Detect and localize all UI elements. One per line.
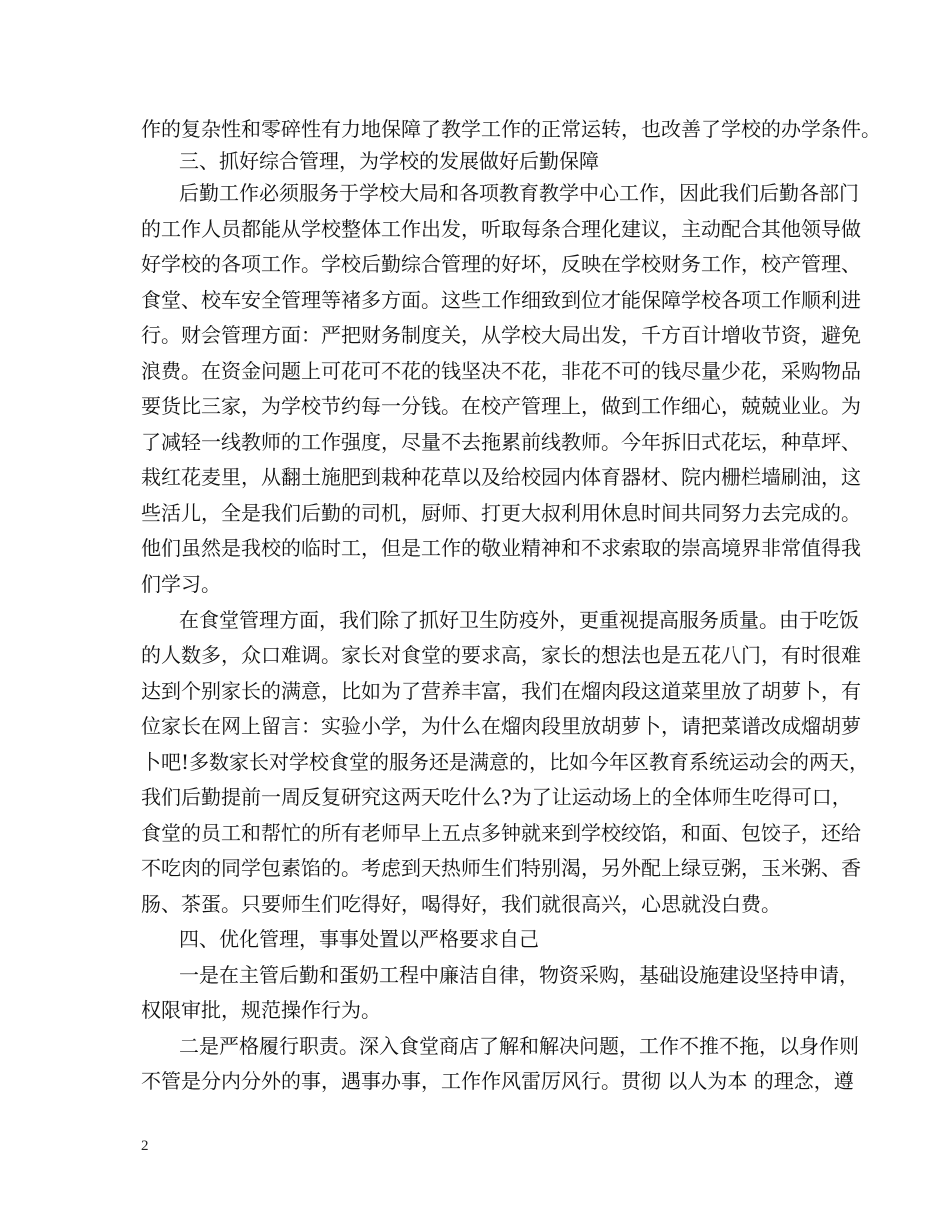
text-line: 的人数多，众口难调。家长对食堂的要求高，家长的想法也是五花八门，有时很难 <box>141 643 861 667</box>
text-line: 们学习。 <box>141 572 221 596</box>
text-line: 不管是分内分外的事，遇事办事，工作作风雷厉风行。贯彻 以人为本 的理念，遵 <box>141 1069 854 1093</box>
page-number: 2 <box>141 1138 149 1154</box>
section-heading: 四、优化管理，事事处置以严格要求自己 <box>179 927 539 951</box>
text-line: 不吃肉的同学包素馅的。考虑到天热师生们特别渴，另外配上绿豆粥，玉米粥、香 <box>141 856 861 880</box>
text-line: 卜吧!多数家长对学校食堂的服务还是满意的，比如今年区教育系统运动会的两天， <box>141 750 870 774</box>
text-line: 些活儿，全是我们后勤的司机，厨师、打更大叔利用休息时间共同努力去完成的。 <box>141 501 861 525</box>
text-line: 后勤工作必须服务于学校大局和各项教育教学中心工作，因此我们后勤各部门 <box>179 181 859 205</box>
text-line: 达到个别家长的满意，比如为了营养丰富，我们在熘肉段这道菜里放了胡萝卜，有 <box>141 679 861 703</box>
text-line: 好学校的各项工作。学校后勤综合管理的好坏，反映在学校财务工作，校产管理、 <box>141 252 861 276</box>
text-line: 权限审批，规范操作行为。 <box>141 998 381 1022</box>
text-line: 食堂、校车安全管理等褚多方面。这些工作细致到位才能保障学校各项工作顺利进 <box>141 288 861 312</box>
text-line: 的工作人员都能从学校整体工作出发，听取每条合理化建议，主动配合其他领导做 <box>141 217 861 241</box>
text-line: 在食堂管理方面，我们除了抓好卫生防疫外，更重视提高服务质量。由于吃饭 <box>179 608 859 632</box>
text-line: 他们虽然是我校的临时工，但是工作的敬业精神和不求索取的崇高境界非常值得我 <box>141 536 861 560</box>
text-line: 二是严格履行职责。深入食堂商店了解和解决问题，工作不推不拖，以身作则 <box>179 1034 859 1058</box>
text-line: 一是在主管后勤和蛋奶工程中廉洁自律，物资采购，基础设施建设坚持申请， <box>179 963 859 987</box>
text-line: 位家长在网上留言：实验小学，为什么在熘肉段里放胡萝卜，请把菜谱改成熘胡萝 <box>141 714 861 738</box>
text-line: 行。财会管理方面：严把财务制度关，从学校大局出发，千方百计增收节资，避免 <box>141 323 861 347</box>
text-line: 作的复杂性和零碎性有力地保障了教学工作的正常运转，也改善了学校的办学条件。 <box>141 117 881 141</box>
section-heading: 三、抓好综合管理，为学校的发展做好后勤保障 <box>179 149 599 173</box>
text-line: 浪费。在资金问题上可花可不花的钱坚决不花，非花不可的钱尽量少花，采购物品 <box>141 359 861 383</box>
text-line: 了减轻一线教师的工作强度，尽量不去拖累前线教师。今年拆旧式花坛，种草坪、 <box>141 430 861 454</box>
text-line: 要货比三家，为学校节约每一分钱。在校产管理上，做到工作细心，兢兢业业。为 <box>141 394 861 418</box>
text-line: 栽红花麦里，从翻土施肥到栽种花草以及给校园内体育器材、院内栅栏墙刷油，这 <box>141 465 861 489</box>
text-line: 食堂的员工和帮忙的所有老师早上五点多钟就来到学校绞馅，和面、包饺子，还给 <box>141 821 861 845</box>
text-line: 肠、茶蛋。只要师生们吃得好，喝得好，我们就很高兴，心思就没白费。 <box>141 892 781 916</box>
text-line: 我们后勤提前一周反复研究这两天吃什么?为了让运动场上的全体师生吃得可口， <box>141 785 852 809</box>
